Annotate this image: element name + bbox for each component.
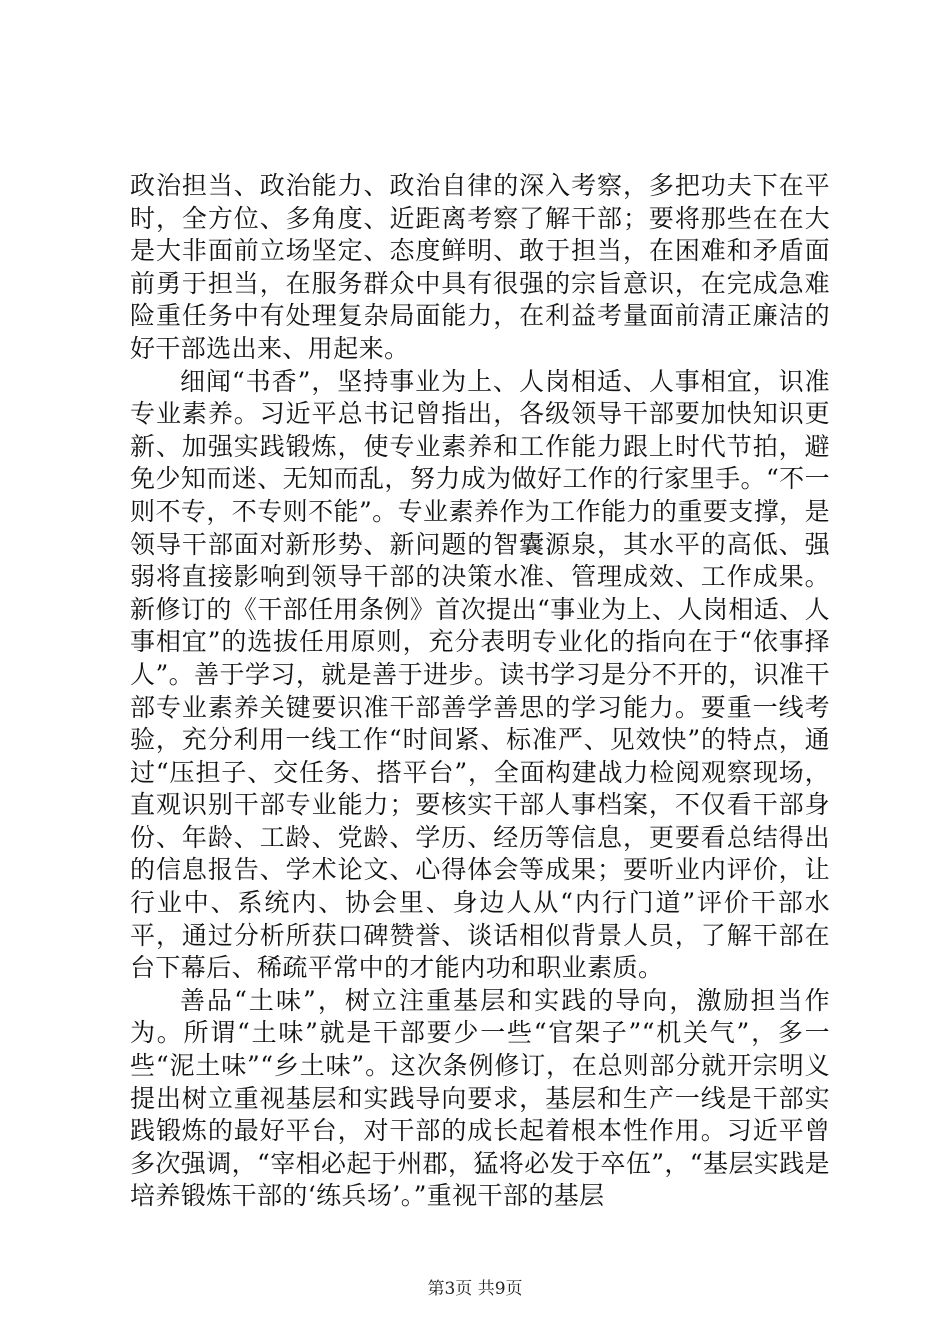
page-number-footer: 第3页 共9页 bbox=[427, 1279, 523, 1299]
paragraph-2: 细闻“书香”，坚持事业为上、人岗相适、人事相宜，识准专业素养。习近平总书记曾指出，各级领导干部要加快知识更新、加强实践锻炼，使专业素养和工作能力跟上时代节拍，避免少知而迷、无知而乱，努力成为做好工作的行家里手。“不一则不专，不专则不能”。专业素养作为工作能力的重要支撑，是领导干部面对新形势、新问题的智囊源泉，其水平的高低、强弱将直接影响到领导干部的决策水准、管理成效、工作成果。新修订的《干部任用条例》首次提出“事业为上、人岗相适、人事相宜”的选拔任用原则，充分表明专业化的指向在于“依事择人”。善于学习，就是善于进步。读书学习是分不开的，识准干部专业素养关键要识准干部善学善思的学习能力。要重一线考验，充分利用一线工作“时间紧、标准严、见效快”的特点，通过“压担子、交任务、搭平台”，全面构建战力检阅观察现场，直观识别干部专业能力；要核实干部人事档案，不仅看干部身份、年龄、工龄、党龄、学历、经历等信息，更要看总结得出的信息报告、学术论文、心得体会等成果；要听业内评价，让行业中、系统内、协会里、身边人从“内行门道”评价干部水平，通过分析所获口碑赞誉、谈话相似背景人员，了解干部在台下幕后、稀疏平常中的才能内功和职业素质。 bbox=[130, 366, 830, 983]
paragraph-3: 善品“土味”，树立注重基层和实践的导向，激励担当作为。所谓“土味”就是干部要少一些“官架子”“机关气”，多一些“泥土味”“乡土味”。这次条例修订，在总则部分就开宗明义提出树立重视基层和实践导向要求，基层和生产一线是干部实践锻炼的最好平台，对干部的成长起着根本性作用。习近平曾多次强调，“宰相必起于州郡，猛将必发于卒伍”，“基层实践是培养锻炼干部的‘练兵场’。”重视干部的基层 bbox=[130, 985, 830, 1211]
paragraph-1: 政治担当、政治能力、政治自律的深入考察，多把功夫下在平时，全方位、多角度、近距离考察了解干部；要将那些在在大是大非面前立场坚定、态度鲜明、敢于担当，在困难和矛盾面前勇于担当，在服务群众中具有很强的宗旨意识，在完成急难险重任务中有处理复杂局面能力，在利益考量面前清正廉洁的好干部选出来、用起来。 bbox=[130, 171, 830, 363]
document-body bbox=[130, 170, 830, 1213]
